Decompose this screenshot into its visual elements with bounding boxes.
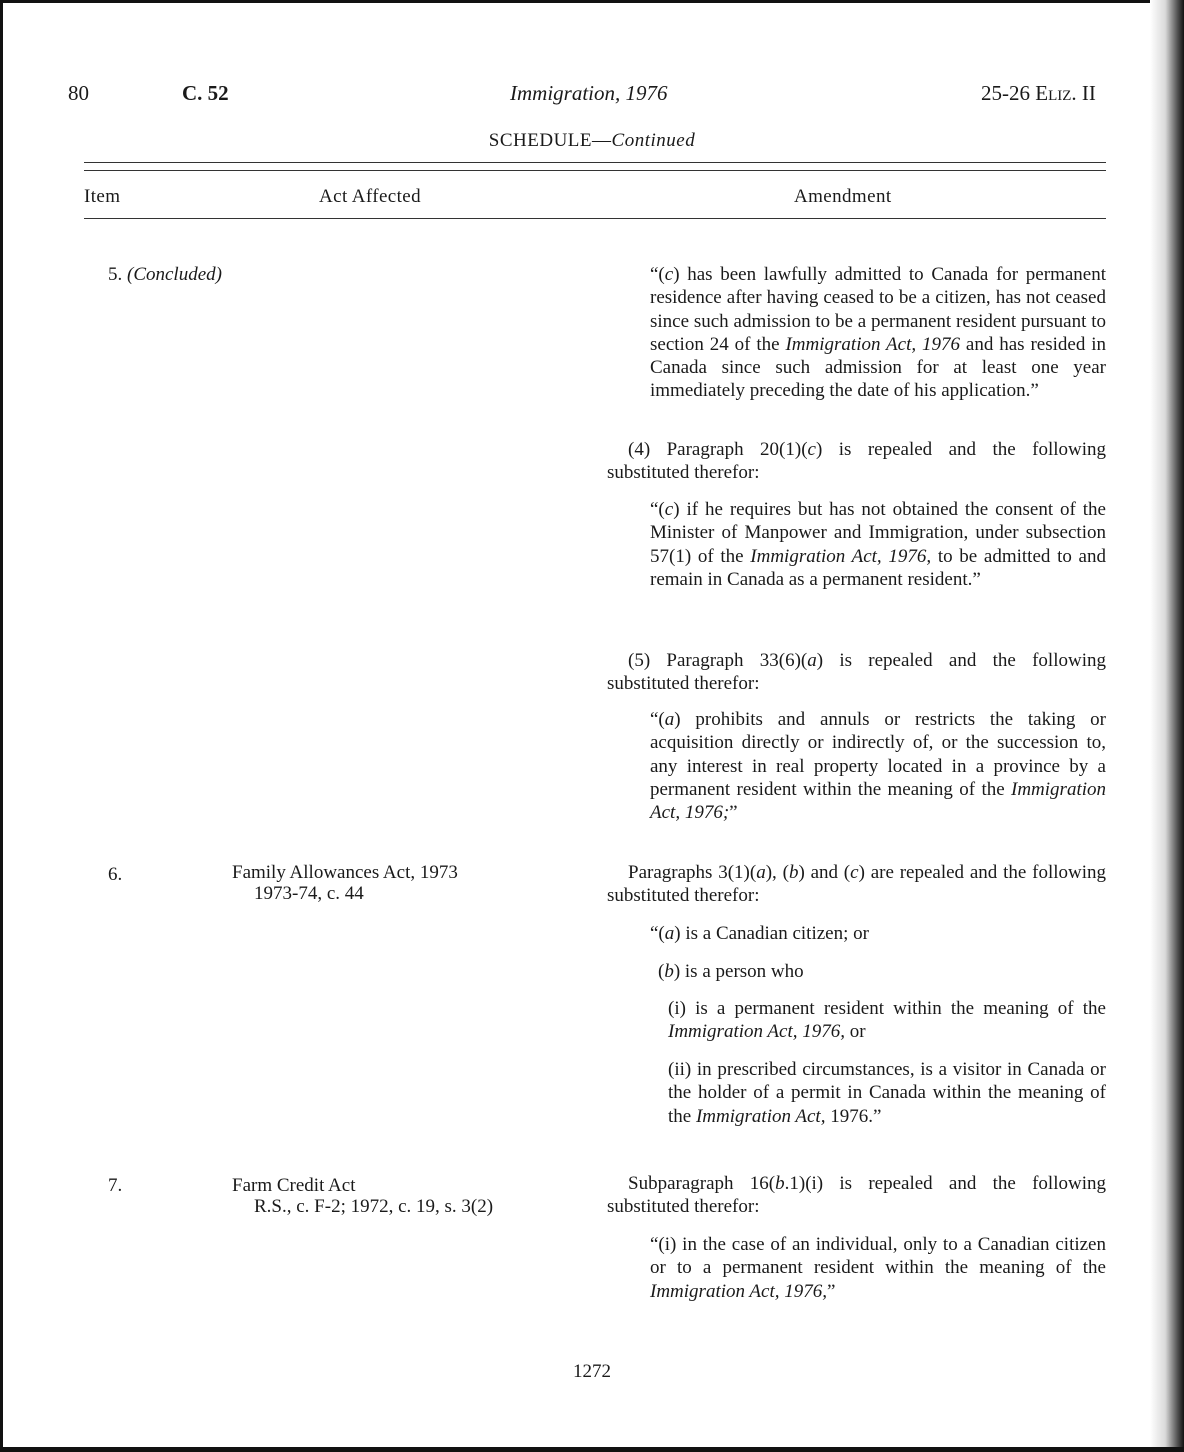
amendment-paragraph: (i) is a permanent resident within the meaning of the Immigration Act, 1976, or <box>668 998 1106 1043</box>
column-header-item: Item <box>84 186 121 207</box>
item-number <box>108 264 222 286</box>
column-header-amendment: Amendment <box>794 186 892 207</box>
amendment-paragraph: “(a) prohibits and annuls or restricts the taking or acquisition directly or indirectly of, or the succession to, any interest in real property located in a province by a permanent resident within the meaning of the Immigration Act, 1976;” <box>650 709 1106 824</box>
amendment-paragraph: “(c) if he requires but has not obtained the consent of the Minister of Manpower and Immigration, under subsection 57(1) of the Immigration Act, 1976, to be admitted to and remain in Canada as a permanent resident.” <box>650 499 1106 590</box>
running-title: Immigration, 1976 <box>510 81 668 105</box>
amendment-paragraph: (5) Paragraph 33(6)(a) is repealed and the following substituted therefor: <box>607 650 1106 695</box>
header-rule-bottom <box>84 218 1106 219</box>
act-affected <box>232 1175 493 1217</box>
act-citation: 1973-74, c. 44 <box>254 883 364 904</box>
header-rule-top-2 <box>84 170 1106 171</box>
amendment-paragraph: (b) is a person who <box>658 961 804 982</box>
scan-edge-bottom <box>0 1447 1184 1452</box>
header-rule-top-1 <box>84 162 1106 163</box>
amendment-paragraph: Subparagraph 16(b.1)(i) is repealed and the following substituted therefor: <box>607 1173 1106 1218</box>
page-gutter-shadow <box>1150 0 1184 1452</box>
act-citation: R.S., c. F-2; 1972, c. 19, s. 3(2) <box>254 1196 494 1217</box>
schedule-title-dash: — <box>592 130 612 151</box>
act-name: Farm Credit Act <box>232 1175 356 1196</box>
chapter-number: C. 52 <box>182 81 229 105</box>
column-header-act-affected: Act Affected <box>319 186 422 207</box>
folio-number: 1272 <box>573 1361 611 1382</box>
amendment-paragraph: Paragraphs 3(1)(a), (b) and (c) are repealed and the following substituted therefor: <box>607 862 1107 907</box>
scan-edge-top <box>0 0 1184 3</box>
item-number-value: 5. <box>108 264 123 285</box>
schedule-title-main: SCHEDULE <box>488 130 593 151</box>
item-number: 7. <box>108 1175 123 1196</box>
amendment-paragraph: “(a) is a Canadian citizen; or <box>650 923 869 944</box>
schedule-title <box>0 130 1184 152</box>
regnal-year: 25-26 Eliz. II <box>981 81 1096 105</box>
amendment-paragraph: (ii) in prescribed circumstances, is a visitor in Canada or the holder of a permit in Canada within the meaning of the Immigration Act, 1976.” <box>668 1059 1106 1127</box>
schedule-title-continued: Continued <box>611 130 696 151</box>
act-affected <box>232 862 458 904</box>
amendment-paragraph: “(i) in the case of an individual, only to a Canadian citizen or to a permanent resident within the meaning of the Immigration Act, 1976,” <box>650 1234 1106 1302</box>
page-number: 80 <box>68 81 89 105</box>
item-note: (Concluded) <box>127 264 222 285</box>
item-number: 6. <box>108 864 123 885</box>
amendment-paragraph: “(c) has been lawfully admitted to Canada for permanent residence after having ceased to be a citizen, has not ceased since such admission to be a permanent resident pursuant to section 24 of the Immigration Act, 1976 and has resided in Canada since such admission for at least one year immediately preceding the date of his application.” <box>650 264 1107 402</box>
act-name: Family Allowances Act, 1973 <box>232 862 458 883</box>
amendment-paragraph: (4) Paragraph 20(1)(c) is repealed and the following substituted therefor: <box>607 439 1107 484</box>
scan-edge-left <box>0 0 3 1452</box>
